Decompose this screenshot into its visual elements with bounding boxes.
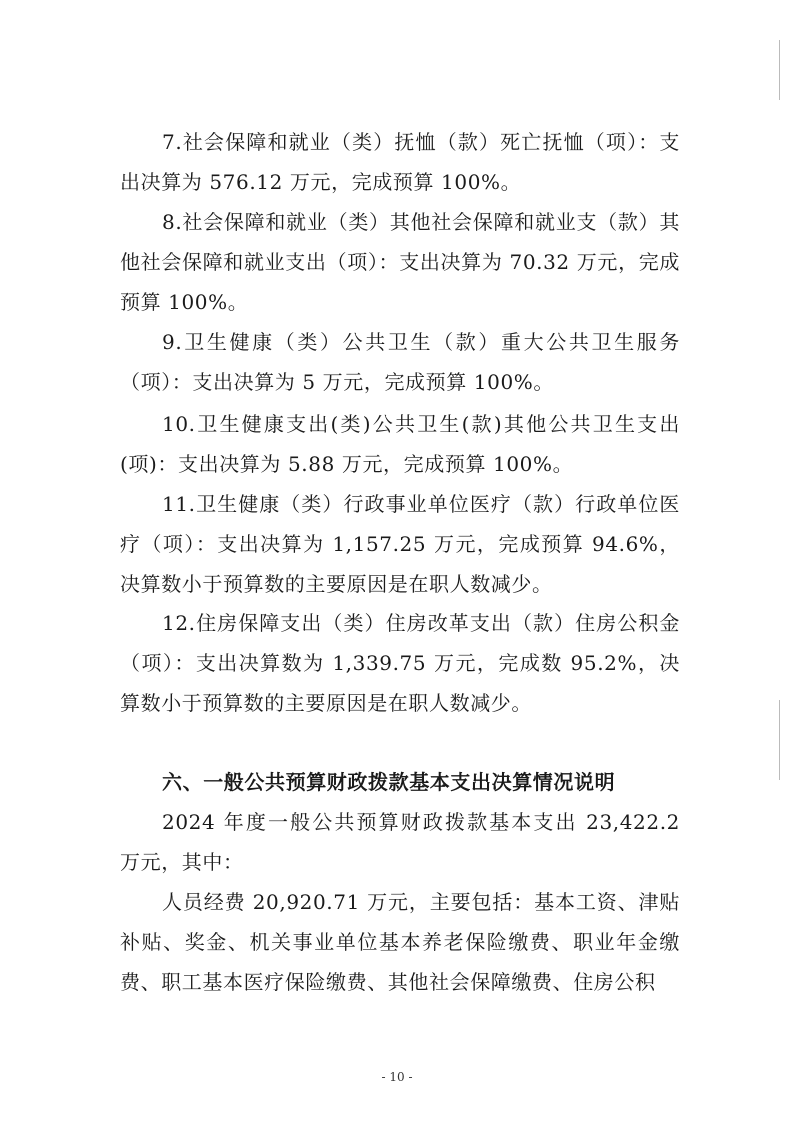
section-paragraph-personnel: 人员经费 20,920.71 万元，主要包括：基本工资、津贴补贴、奖金、机关事业单位基本养老保险缴费、职业年金缴费、职工基本医疗保险缴费、其他社会保障缴费、住房公积	[120, 890, 680, 994]
paragraph-item-11: 11.卫生健康（类）行政事业单位医疗（款）行政单位医疗（项）：支出决算为 1,157.25 万元，完成预算 94.6%，决算数小于预算数的主要原因是在职人数减少。	[120, 492, 680, 596]
paragraph-item-12: 12.住房保障支出（类）住房改革支出（款）住房公积金（项）：支出决算数为 1,339.75 万元，完成数 95.2%，决算数小于预算数的主要原因是在职人数减少。	[120, 611, 680, 715]
paragraph-item-8: 8.社会保障和就业（类）其他社会保障和就业支（款）其他社会保障和就业支出（项）：支出决算为 70.32 万元，完成预算 100%。	[120, 210, 680, 314]
paragraph-item-10: 10.卫生健康支出(类)公共卫生(款)其他公共卫生支出(项)：支出决算为 5.88 万元，完成预算 100%。	[120, 412, 680, 476]
paragraph-item-7: 7.社会保障和就业（类）抚恤（款）死亡抚恤（项）：支出决算为 576.12 万元，完成预算 100%。	[120, 130, 680, 194]
scan-edge-mark	[779, 40, 780, 100]
page-number: - 10 -	[381, 1070, 413, 1084]
section-heading: 六、一般公共预算财政拨款基本支出决算情况说明	[162, 770, 616, 794]
section-paragraph-summary: 2024 年度一般公共预算财政拨款基本支出 23,422.2 万元，其中：	[120, 810, 680, 874]
scan-edge-mark	[779, 700, 780, 780]
paragraph-item-9: 9.卫生健康（类）公共卫生（款）重大公共卫生服务（项）：支出决算为 5 万元，完成预算 100%。	[120, 330, 680, 394]
